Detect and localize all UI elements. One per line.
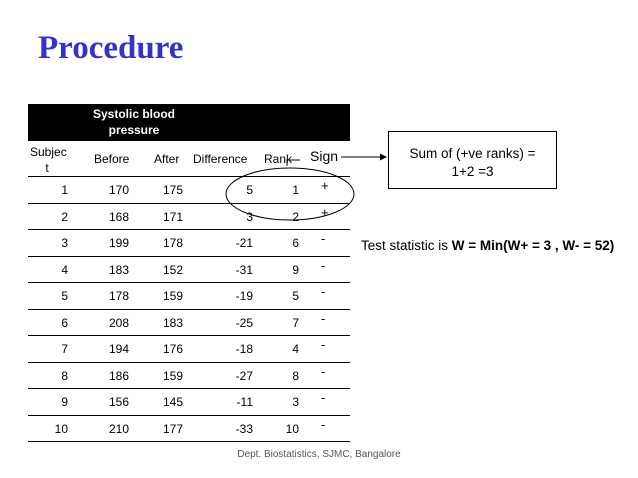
cell-subject: 5 [61, 289, 68, 303]
cell-sign: - [321, 416, 326, 432]
cell-sign: - [321, 363, 326, 379]
cell-subject: 7 [61, 342, 68, 356]
group-header-label: Systolic blood pressure [92, 107, 175, 137]
cell-before: 186 [108, 368, 129, 383]
cell-before: 199 [108, 236, 129, 250]
cell-sign: - [321, 284, 326, 299]
cell-after: 159 [162, 368, 183, 383]
cell-after: 175 [162, 183, 183, 197]
cell-rank: 7 [292, 315, 299, 330]
cell-after: 152 [162, 262, 183, 277]
col-header-sign: Sign [310, 148, 339, 164]
cell-subject: 6 [61, 315, 68, 330]
highlight-ellipse [226, 168, 354, 220]
cell-after: 177 [162, 421, 183, 436]
cell-sign: - [321, 337, 326, 352]
col-header-after: After [154, 152, 180, 166]
cell-before: 210 [108, 421, 129, 436]
cell-difference: -19 [235, 289, 253, 303]
cell-difference: -33 [235, 421, 253, 436]
cell-rank: 2 [292, 209, 299, 224]
cell-before: 170 [108, 183, 129, 197]
cell-after: 159 [162, 289, 183, 303]
cell-subject: 8 [61, 368, 68, 383]
cell-sign: + [321, 178, 329, 193]
test-statistic-prefix: Test statistic is [361, 238, 452, 253]
cell-difference: -11 [236, 395, 253, 409]
cell-rank: 1 [292, 183, 299, 197]
cell-before: 168 [108, 209, 129, 224]
col-header-difference: Difference [193, 152, 248, 166]
cell-difference: 3 [246, 209, 253, 224]
cell-after: 171 [162, 209, 183, 224]
cell-before: 183 [108, 262, 129, 277]
test-statistic-value: W = Min(W+ = 3 , W- = 52) [451, 238, 615, 253]
cell-sign: - [321, 390, 326, 405]
cell-subject: 2 [61, 209, 68, 224]
cell-rank: 3 [292, 395, 299, 409]
cell-sign: - [321, 310, 326, 326]
cell-rank: 6 [292, 236, 299, 250]
sum-callout-line2: 1+2 =3 [451, 164, 494, 179]
sum-callout-line1: Sum of (+ve ranks) = [409, 146, 536, 161]
cell-difference: -18 [235, 342, 253, 356]
col-header-before: Before [94, 152, 130, 166]
cell-subject: 3 [61, 236, 68, 250]
cell-after: 145 [162, 395, 183, 409]
cell-rank: 8 [292, 368, 299, 383]
connector-bracket [287, 160, 300, 166]
cell-subject: 10 [54, 421, 68, 436]
cell-before: 208 [108, 315, 129, 330]
col-header-subject-line1: Subjec [30, 145, 67, 159]
col-header-subject-line2: t [45, 161, 49, 175]
cell-subject: 1 [61, 183, 68, 197]
test-statistic-text [361, 236, 631, 255]
cell-before: 194 [108, 342, 129, 356]
slide-footer: Dept. Biostatistics, SJMC, Bangalore [237, 449, 401, 460]
slide-title: Procedure [38, 30, 184, 66]
cell-difference: -25 [235, 315, 253, 330]
col-header-rank: Rank [264, 152, 293, 166]
cell-rank: 10 [285, 421, 299, 436]
cell-rank: 9 [292, 262, 299, 277]
cell-difference: -21 [235, 236, 253, 250]
cell-difference: 5 [246, 183, 253, 197]
cell-sign: - [321, 231, 326, 246]
cell-subject: 4 [61, 262, 68, 277]
cell-sign: - [321, 257, 326, 273]
cell-before: 178 [108, 289, 129, 303]
cell-subject: 9 [61, 395, 68, 409]
cell-before: 156 [108, 395, 129, 409]
cell-after: 183 [162, 315, 183, 330]
callout-arrow-head [380, 154, 387, 161]
cell-rank: 5 [292, 289, 299, 303]
cell-difference: -27 [235, 368, 253, 383]
cell-sign: + [321, 204, 329, 220]
cell-after: 178 [162, 236, 183, 250]
cell-after: 176 [162, 342, 183, 356]
cell-difference: -31 [235, 262, 253, 277]
sum-callout-box [388, 131, 557, 189]
cell-rank: 4 [292, 342, 299, 356]
